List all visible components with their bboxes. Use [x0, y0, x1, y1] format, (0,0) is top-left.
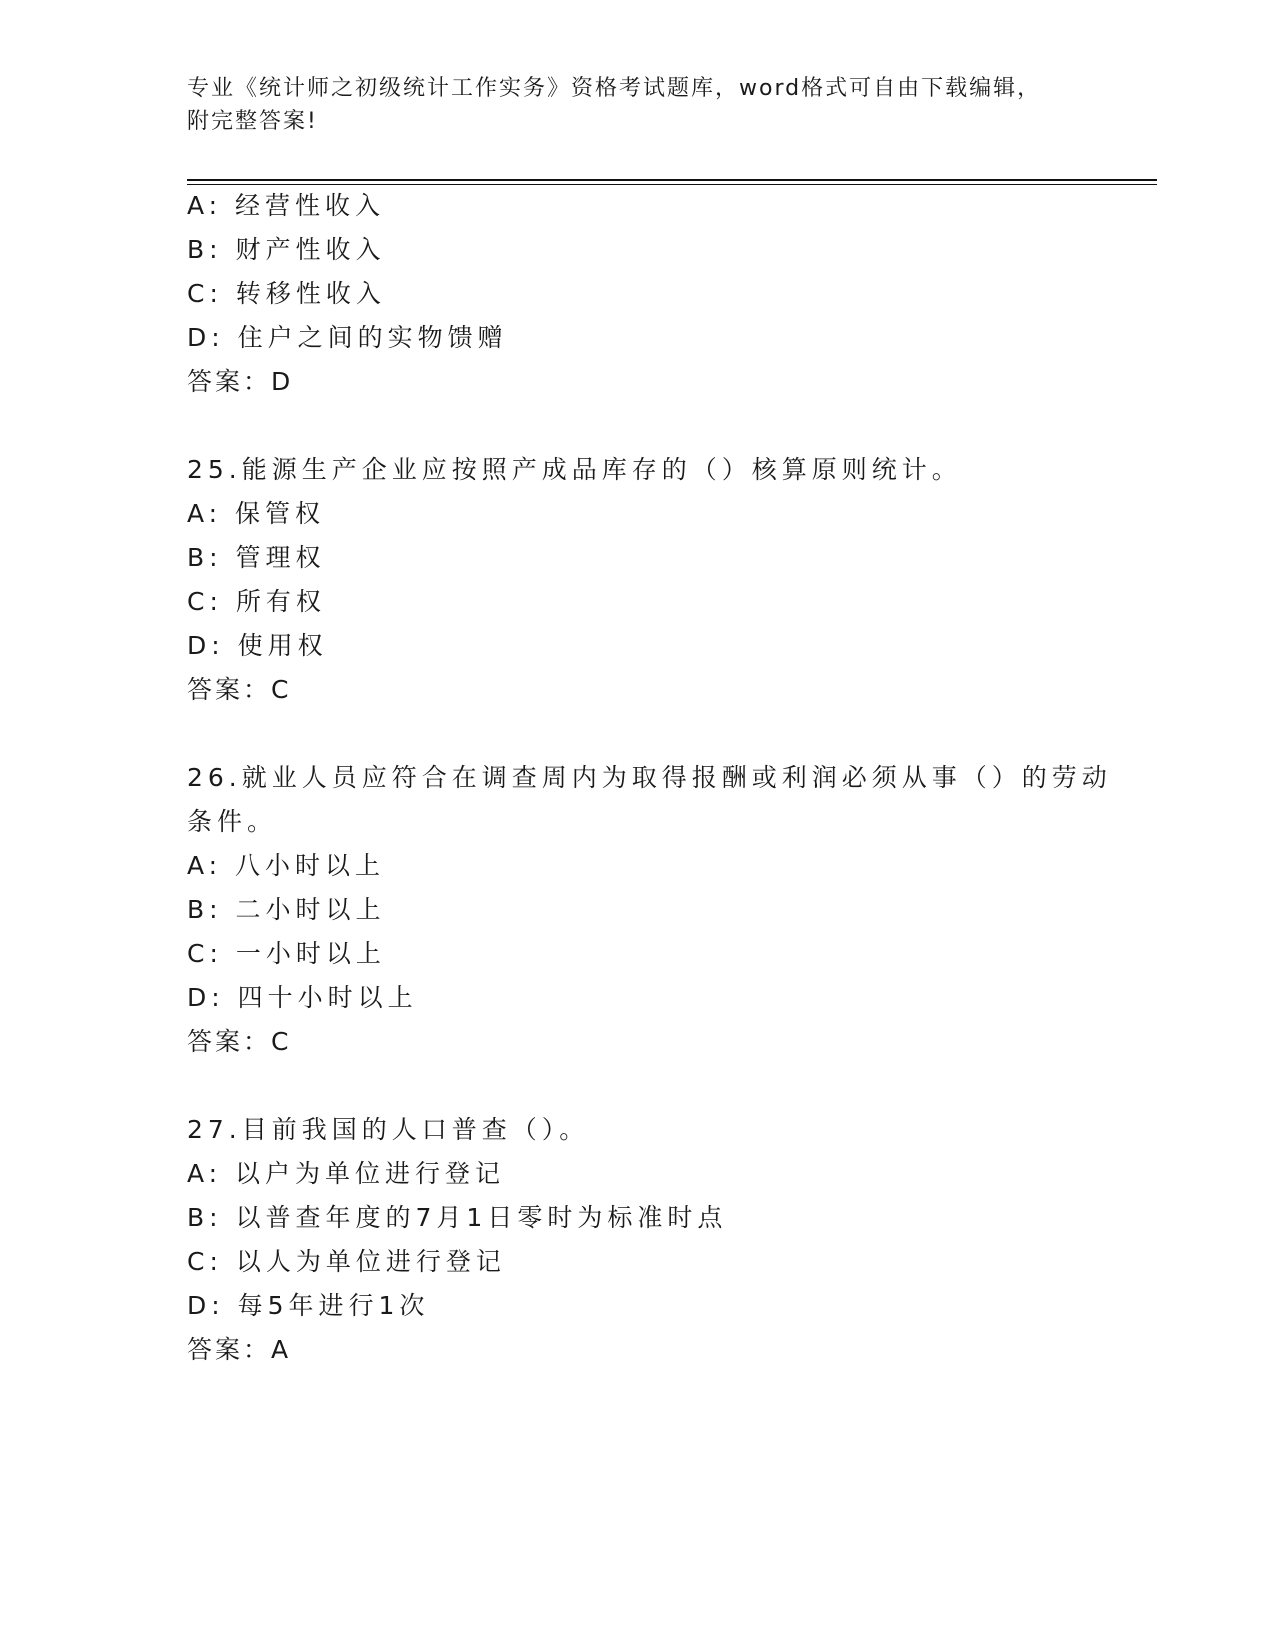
option-a: A: 保管权 [187, 499, 326, 528]
answer-line: 答案：A [187, 1335, 292, 1364]
option-c: C: 转移性收入 [187, 279, 386, 308]
option-d: D: 使用权 [187, 631, 328, 660]
option-b: B: 二小时以上 [187, 895, 386, 924]
option-a: A: 以户为单位进行登记 [187, 1159, 506, 1188]
answer-line: 答案：D [187, 367, 294, 396]
option-b: B: 管理权 [187, 543, 326, 572]
header-divider-thick [187, 179, 1157, 181]
question-26-line-2: 条件。 [187, 807, 278, 836]
question-26-line-1: 26.就业人员应符合在调查周内为取得报酬或利润必须从事（）的劳动 [187, 763, 1112, 792]
option-d: D: 四十小时以上 [187, 983, 418, 1012]
answer-line: 答案：C [187, 675, 292, 704]
header-line-1: 专业《统计师之初级统计工作实务》资格考试题库，word格式可自由下载编辑， [187, 76, 1042, 101]
header-line-2: 附完整答案! [187, 109, 318, 134]
option-a: A: 经营性收入 [187, 191, 386, 220]
option-a: A: 八小时以上 [187, 851, 386, 880]
option-c: C: 以人为单位进行登记 [187, 1247, 506, 1276]
option-c: C: 一小时以上 [187, 939, 386, 968]
header-divider-thin [187, 184, 1157, 185]
option-d: D: 每5年进行1次 [187, 1291, 430, 1320]
option-c: C: 所有权 [187, 587, 326, 616]
option-d: D: 住户之间的实物馈赠 [187, 323, 508, 352]
question-27: 27.目前我国的人口普查（）。 [187, 1115, 590, 1144]
question-25: 25.能源生产企业应按照产成品库存的（）核算原则统计。 [187, 455, 962, 484]
option-b: B: 以普查年度的7月1日零时为标准时点 [187, 1203, 728, 1232]
option-b: B: 财产性收入 [187, 235, 386, 264]
answer-line: 答案：C [187, 1027, 292, 1056]
document-header [187, 72, 1107, 138]
